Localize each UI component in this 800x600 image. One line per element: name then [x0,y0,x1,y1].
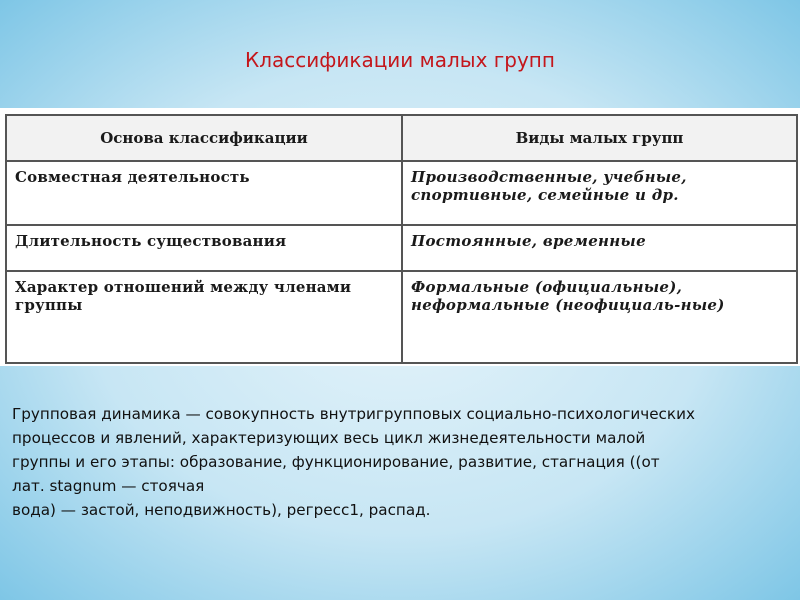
table-row [6,161,797,225]
header-basis: Основа классификации [6,115,402,161]
classification-table-image [0,108,800,366]
row-basis: Совместная деятельность [6,161,402,225]
slide-title: Классификации малых групп [245,48,555,72]
paragraph-line: вода) — застой, неподвижность), регресс1, распад. [12,501,431,519]
row-basis: Длительность существования [6,225,402,271]
paragraph-line: Групповая динамика — совокупность внутригрупповых социально-психологических [12,405,695,423]
row-types: Производственные, учебные, спортивные, семейные и др. [402,161,797,225]
group-dynamics-paragraph [12,402,792,522]
table-row [6,271,797,363]
table-header-row [6,115,797,161]
classification-table [5,114,798,364]
row-basis: Характер отношений между членами группы [6,271,402,363]
paragraph-line: лат. stagnum — стоячая [12,477,205,495]
header-types: Виды малых групп [402,115,797,161]
row-types: Постоянные, временные [402,225,797,271]
paragraph-line: группы и его этапы: образование, функционирование, развитие, стагнация ((от [12,453,660,471]
paragraph-line: процессов и явлений, характеризующих весь цикл жизнедеятельности малой [12,429,646,447]
row-types: Формальные (официальные), неформальные (неофициаль-ные) [402,271,797,363]
table-row [6,225,797,271]
